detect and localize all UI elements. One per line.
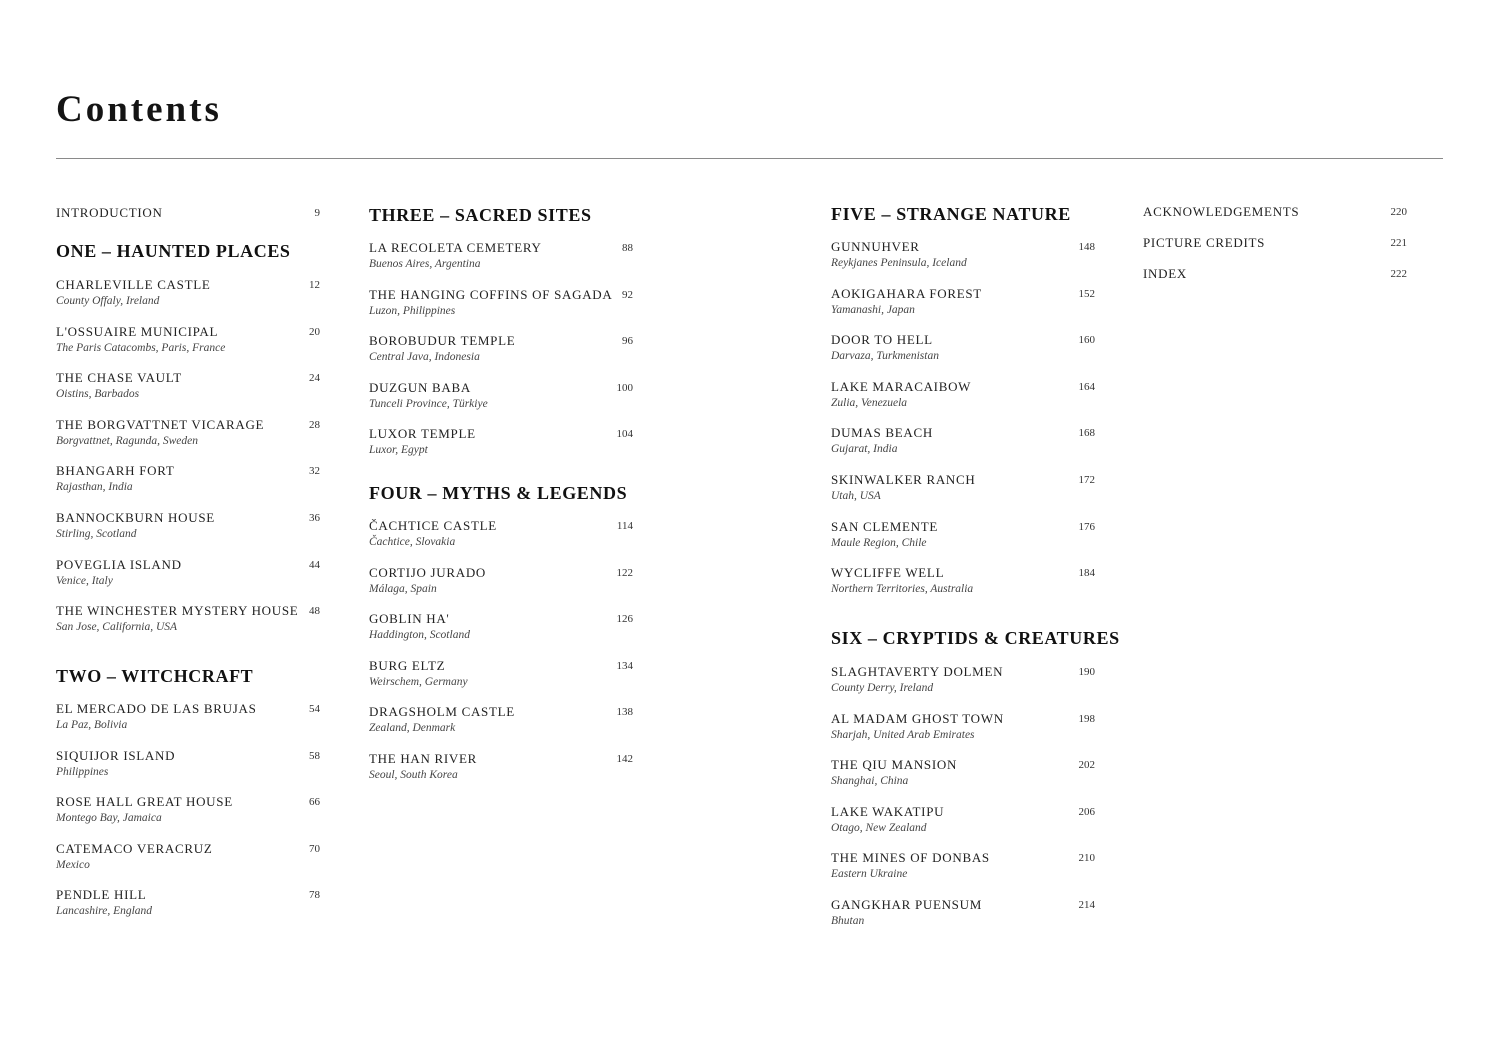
entry-title: GANGKHAR PUENSUM	[831, 897, 982, 912]
entry-page-number: 104	[616, 428, 633, 441]
toc-entry-the-winchester-mystery-house[interactable]	[56, 603, 320, 635]
entry-location: Maule Region, Chile	[831, 536, 927, 549]
entry-page-number: 176	[1078, 520, 1095, 533]
entry-location: Stirling, Scotland	[56, 528, 137, 540]
toc-entry-lake-wakatipu[interactable]	[831, 804, 1095, 836]
entry-location: La Paz, Bolivia	[56, 719, 128, 731]
entry-title: DUZGUN BABA	[369, 379, 471, 395]
toc-entry-rose-hall-great-house[interactable]	[56, 794, 320, 826]
toc-entry-door-to-hell[interactable]	[831, 332, 1095, 364]
entry-location: Čachtice, Slovakia	[369, 536, 456, 548]
entry-title: THE QIU MANSION	[831, 757, 958, 773]
entry-page-number: 28	[309, 418, 320, 431]
entry-location: The Paris Catacombs, Paris, France	[56, 341, 226, 354]
entry-page-number: 114	[616, 520, 633, 532]
entry-page-number: 66	[309, 796, 320, 809]
entry-page-number: 126	[616, 613, 633, 626]
toc-entry-dragsholm-castle[interactable]	[369, 704, 633, 736]
toc-entry-index[interactable]	[1143, 266, 1407, 282]
entry-title: BOROBUDUR TEMPLE	[369, 333, 516, 349]
toc-entry-lake-maracaibow[interactable]	[831, 379, 1095, 411]
toc-entry-slaghtaverty-dolmen[interactable]	[831, 664, 1095, 696]
entry-page-number: 88	[622, 242, 633, 254]
entry-location: Gujarat, India	[831, 443, 898, 456]
toc-entry-goblin-ha[interactable]	[369, 611, 633, 643]
entry-title: POVEGLIA ISLAND	[56, 556, 182, 572]
entry-title: LAKE MARACAIBOW	[831, 378, 972, 394]
section-heading-four: FOUR – MYTHS & LEGENDS	[369, 483, 628, 503]
entry-page-number: 160	[1078, 334, 1095, 347]
section-heading-five: FIVE – STRANGE NATURE	[831, 204, 1071, 224]
entry-title: GOBLIN HA'	[369, 611, 450, 627]
entry-title: ROSE HALL GREAT HOUSE	[56, 794, 233, 810]
entry-title: BHANGARH FORT	[56, 463, 175, 479]
entry-page-number: 172	[1078, 474, 1095, 486]
entry-location: Montego Bay, Jamaica	[56, 812, 162, 825]
entry-page-number: 206	[1078, 805, 1095, 818]
entry-page-number: 122	[616, 566, 633, 579]
section-heading-six: SIX – CRYPTIDS & CREATURES	[831, 628, 1120, 648]
entry-page-number: 164	[1078, 380, 1095, 393]
toc-entry-aokigahara-forest[interactable]	[831, 286, 1095, 318]
entry-page-number: 78	[309, 889, 320, 902]
toc-entry-the-qiu-mansion[interactable]	[831, 757, 1095, 789]
entry-page-number: 54	[309, 703, 320, 715]
entry-location: County Offaly, Ireland	[56, 295, 160, 307]
entry-page-number: 48	[309, 605, 320, 618]
entry-location: Otago, New Zealand	[831, 821, 927, 834]
entry-page-number: 214	[1078, 899, 1095, 911]
entry-title: DOOR TO HELL	[831, 332, 933, 348]
toc-entry-achtice-castle[interactable]	[369, 518, 633, 550]
entry-title: AOKIGAHARA FOREST	[831, 285, 982, 301]
toc-entry-cortijo-jurado[interactable]	[369, 565, 633, 597]
entry-page-number: 220	[1390, 206, 1407, 218]
entry-title: CHARLEVILLE CASTLE	[56, 277, 211, 292]
entry-location: Eastern Ukraine	[831, 868, 908, 881]
entry-location: Borgvattnet, Ragunda, Sweden	[56, 434, 199, 447]
toc-entry-pendle-hill[interactable]	[56, 887, 320, 919]
entry-title: SKINWALKER RANCH	[831, 472, 976, 487]
entry-title: AL MADAM GHOST TOWN	[831, 710, 1004, 726]
toc-entry-borobudur-temple[interactable]	[369, 333, 633, 365]
toc-entry-al-madam-ghost-town[interactable]	[831, 711, 1095, 743]
entry-page-number: 202	[1078, 759, 1095, 772]
entry-page-number: 152	[1078, 287, 1095, 300]
entry-title: SAN CLEMENTE	[831, 518, 938, 534]
entry-page-number: 70	[309, 842, 320, 855]
entry-location: Utah, USA	[831, 490, 881, 502]
entry-title: LUXOR TEMPLE	[369, 426, 476, 442]
entry-page-number: 58	[309, 749, 320, 762]
entry-title: PENDLE HILL	[56, 887, 147, 903]
entry-page-number: 32	[309, 465, 320, 478]
toc-entry-duzgun-baba[interactable]	[369, 380, 633, 412]
entry-location: Haddington, Scotland	[369, 629, 470, 642]
entry-title: LAKE WAKATIPU	[831, 803, 945, 819]
toc-entry-picture-credits[interactable]	[1143, 235, 1407, 251]
entry-location: Darvaza, Turkmenistan	[831, 350, 939, 363]
entry-page-number: 36	[309, 512, 320, 524]
entry-title: ACKNOWLEDGEMENTS	[1143, 204, 1300, 219]
entry-title: THE BORGVATTNET VICARAGE	[56, 416, 265, 432]
entry-title: THE MINES OF DONBAS	[831, 850, 990, 866]
entry-location: Sharjah, United Arab Emirates	[831, 728, 975, 741]
entry-title: L'OSSUAIRE MUNICIPAL	[56, 323, 219, 339]
entry-page-number: 198	[1078, 712, 1095, 725]
entry-title: EL MERCADO DE LAS BRUJAS	[56, 701, 257, 716]
page-title: Contents	[56, 89, 222, 130]
entry-page-number: 210	[1078, 852, 1095, 865]
toc-entry-siquijor-island[interactable]	[56, 748, 320, 780]
entry-location: Oistins, Barbados	[56, 388, 140, 401]
toc-entry-gunnuhver[interactable]	[831, 239, 1095, 271]
entry-title: THE CHASE VAULT	[56, 370, 182, 386]
entry-title: WYCLIFFE WELL	[831, 565, 945, 581]
section-heading-three: THREE – SACRED SITES	[369, 205, 592, 225]
entry-location: Central Java, Indonesia	[369, 351, 480, 364]
entry-title: BURG ELTZ	[369, 657, 446, 673]
toc-entry-acknowledgements[interactable]	[1143, 204, 1407, 220]
entry-location: Tunceli Province, Türkiye	[369, 397, 488, 410]
entry-location: Weirschem, Germany	[369, 675, 468, 688]
toc-entry-the-han-river[interactable]	[369, 751, 633, 783]
entry-page-number: 168	[1078, 427, 1095, 440]
toc-entry-poveglia-island[interactable]	[56, 557, 320, 589]
entry-location: Bhutan	[831, 915, 865, 927]
entry-title: LA RECOLETA CEMETERY	[369, 240, 542, 255]
toc-entry-gangkhar-puensum[interactable]	[831, 897, 1095, 929]
toc-entry-bannockburn-house[interactable]	[56, 510, 320, 542]
entry-location: Luzon, Philippines	[369, 304, 456, 317]
toc-entry-the-borgvattnet-vicarage[interactable]	[56, 417, 320, 449]
section-heading-one: ONE – HAUNTED PLACES	[56, 241, 291, 261]
entry-page-number: 9	[314, 207, 320, 219]
entry-title: ČACHTICE CASTLE	[369, 518, 497, 533]
entry-location: Rajasthan, India	[56, 481, 133, 494]
entry-title: INTRODUCTION	[56, 205, 163, 220]
entry-location: San Jose, California, USA	[56, 621, 178, 634]
entry-location: County Derry, Ireland	[831, 682, 934, 694]
entry-location: Zealand, Denmark	[369, 722, 456, 735]
entry-title: THE HANGING COFFINS OF SAGADA	[369, 286, 613, 302]
entry-page-number: 20	[309, 325, 320, 338]
entry-page-number: 190	[1078, 666, 1095, 678]
toc-entry-wycliffe-well[interactable]	[831, 565, 1095, 597]
entry-location: Northern Territories, Australia	[831, 583, 974, 596]
toc-entry-charleville-castle[interactable]	[56, 277, 320, 309]
entry-location: Lancashire, England	[56, 905, 153, 918]
entry-location: Zulia, Venezuela	[831, 396, 908, 409]
entry-location: Shanghai, China	[831, 775, 909, 788]
entry-page-number: 44	[309, 558, 320, 571]
toc-entry-burg-eltz[interactable]	[369, 658, 633, 690]
toc-entry-l-ossuaire-municipal[interactable]	[56, 324, 320, 356]
entry-title: CATEMACO VERACRUZ	[56, 840, 213, 856]
entry-location: Philippines	[56, 765, 109, 778]
entry-page-number: 148	[1078, 241, 1095, 253]
entry-title: GUNNUHVER	[831, 239, 920, 254]
entry-page-number: 100	[616, 381, 633, 394]
toc-entry-luxor-temple[interactable]	[369, 426, 633, 458]
entry-location: Venice, Italy	[56, 574, 113, 587]
entry-page-number: 24	[309, 372, 320, 385]
entry-location: Málaga, Spain	[369, 582, 437, 595]
entry-title: SLAGHTAVERTY DOLMEN	[831, 664, 1004, 679]
entry-location: Yamanashi, Japan	[831, 303, 915, 316]
entry-page-number: 138	[616, 706, 633, 719]
entry-title: INDEX	[1143, 266, 1187, 281]
toc-entry-the-hanging-coffins-of-sagada[interactable]	[369, 287, 633, 319]
toc-entry-skinwalker-ranch[interactable]	[831, 472, 1095, 504]
entry-location: Luxor, Egypt	[369, 444, 428, 457]
toc-entry-san-clemente[interactable]	[831, 519, 1095, 551]
toc-entry-dumas-beach[interactable]	[831, 425, 1095, 457]
entry-page-number: 184	[1078, 567, 1095, 580]
entry-title: DRAGSHOLM CASTLE	[369, 704, 515, 720]
toc-entry-introduction[interactable]	[56, 205, 320, 221]
entry-title: SIQUIJOR ISLAND	[56, 747, 176, 763]
entry-title: BANNOCKBURN HOUSE	[56, 510, 215, 525]
entry-page-number: 92	[622, 288, 633, 301]
toc-entry-the-chase-vault[interactable]	[56, 370, 320, 402]
entry-title: THE HAN RIVER	[369, 751, 478, 766]
toc-entry-bhangarh-fort[interactable]	[56, 463, 320, 495]
entry-title: PICTURE CREDITS	[1143, 235, 1266, 250]
entry-title: THE WINCHESTER MYSTERY HOUSE	[56, 603, 299, 619]
entry-page-number: 221	[1390, 237, 1407, 249]
entry-page-number: 12	[309, 279, 320, 291]
entry-title: CORTIJO JURADO	[369, 564, 486, 580]
entry-page-number: 134	[616, 659, 633, 672]
toc-entry-catemaco-veracruz[interactable]	[56, 841, 320, 873]
entry-page-number: 142	[616, 753, 633, 765]
entry-location: Seoul, South Korea	[369, 769, 458, 781]
toc-entry-el-mercado-de-las-brujas[interactable]	[56, 701, 320, 733]
entry-location: Buenos Aires, Argentina	[369, 258, 481, 270]
entry-page-number: 96	[622, 335, 633, 348]
section-heading-two: TWO – WITCHCRAFT	[56, 666, 254, 686]
entry-title: DUMAS BEACH	[831, 425, 933, 441]
entry-location: Mexico	[56, 858, 90, 871]
toc-entry-la-recoleta-cemetery[interactable]	[369, 240, 633, 272]
entry-location: Reykjanes Peninsula, Iceland	[831, 257, 967, 269]
toc-entry-the-mines-of-donbas[interactable]	[831, 850, 1095, 882]
title-divider	[56, 158, 1443, 159]
entry-page-number: 222	[1390, 268, 1407, 280]
